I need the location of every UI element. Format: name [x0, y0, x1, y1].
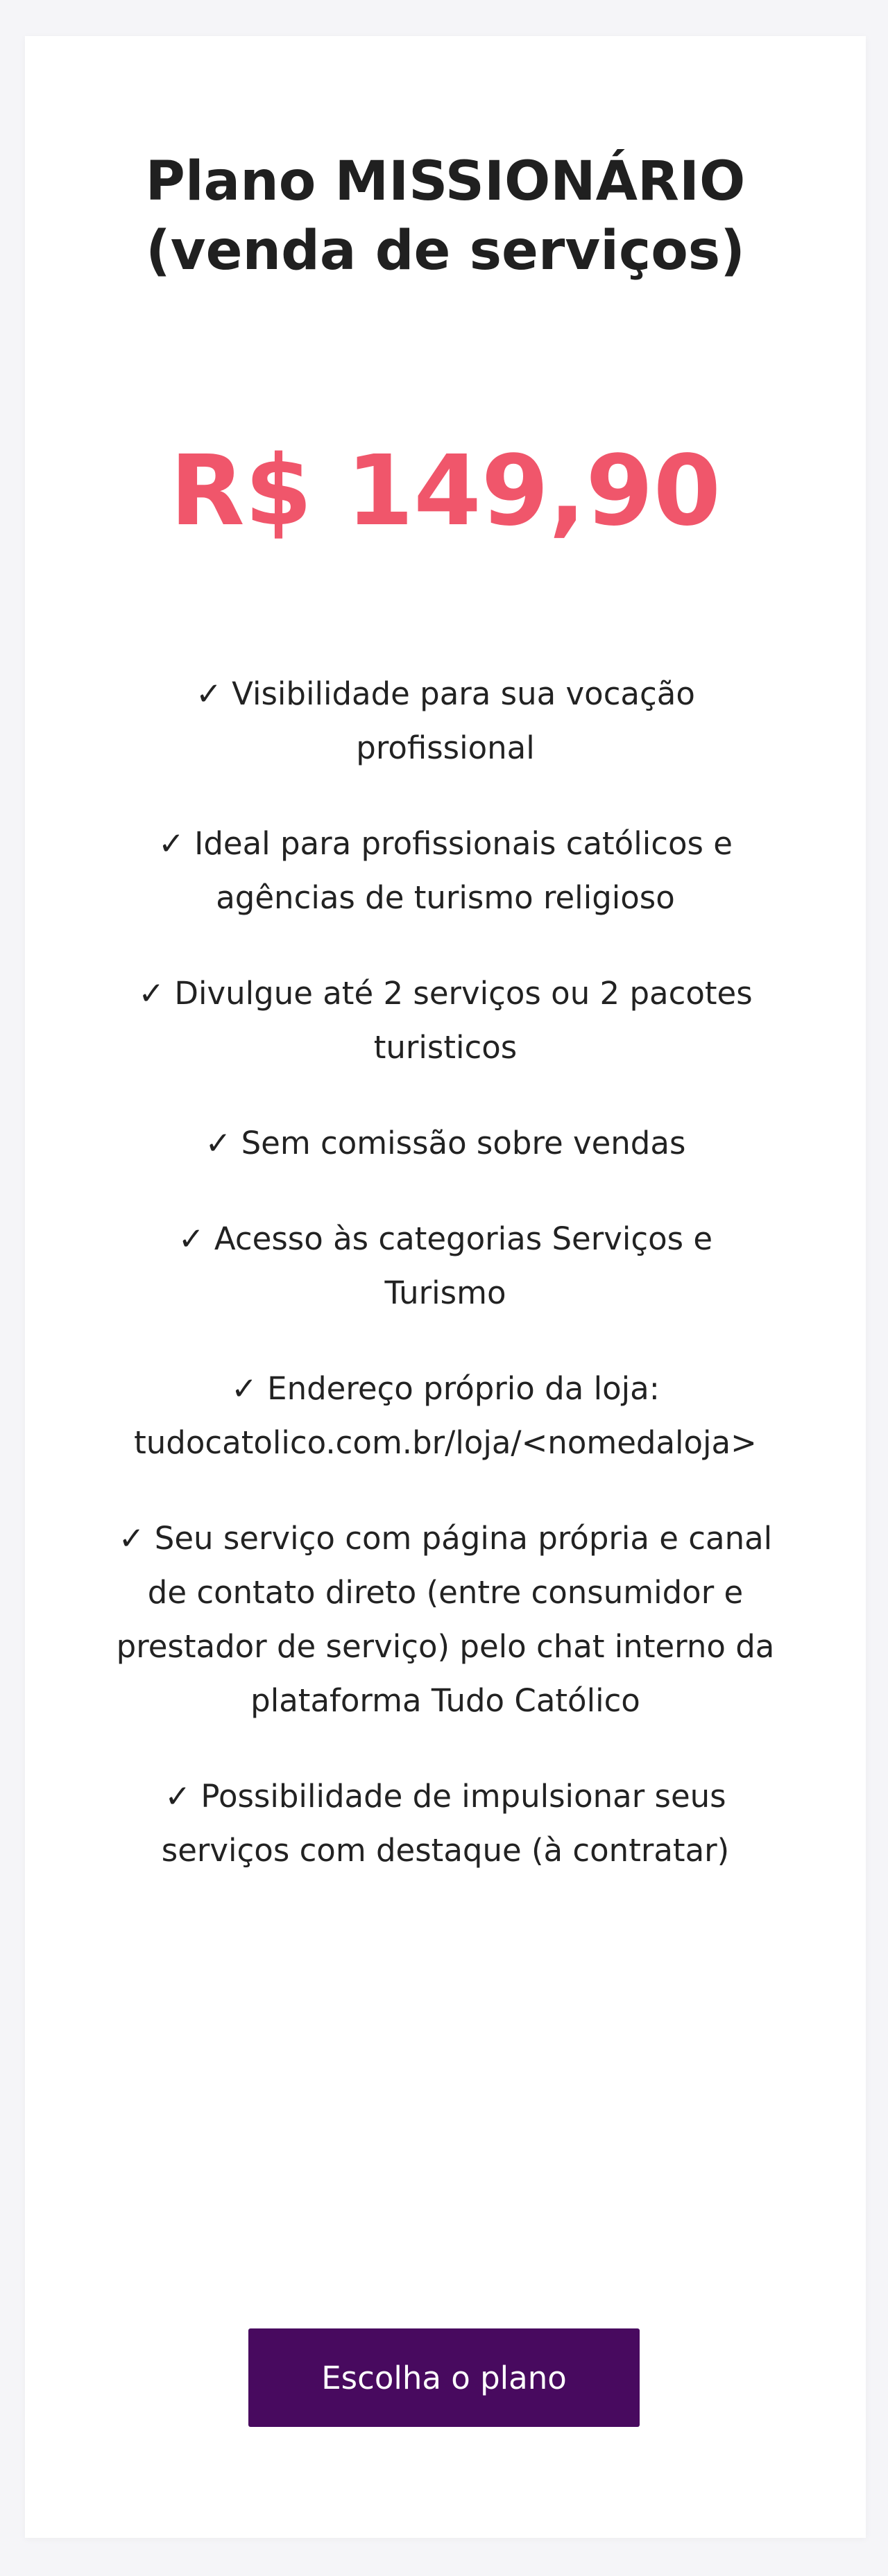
pricing-card [25, 36, 866, 2538]
choose-plan-button[interactable]: Escolha o plano [248, 2328, 640, 2427]
feature-item: ✓ Sem comissão sobre vendas [205, 1125, 686, 1161]
plan-price: R$ 149,90 [169, 435, 722, 548]
feature-item: ✓ Ideal para profissionais católicos e agências de turismo religioso [158, 825, 733, 916]
feature-item: ✓ Divulgue até 2 serviços ou 2 pacotes turisticos [138, 975, 753, 1066]
feature-list [115, 667, 776, 1919]
plan-title [25, 147, 866, 286]
feature-item: ✓ Seu serviço com página própria e canal de contato direto (entre consumidor e prestador de serviço) pelo chat interno da plataforma Tudo Católico [116, 1520, 775, 1719]
plan-title-line-2: (venda de serviços) [146, 220, 745, 282]
feature-item: ✓ Visibilidade para sua vocação profissional [196, 675, 695, 766]
feature-item: ✓ Acesso às categorias Serviços e Turismo [178, 1220, 713, 1311]
feature-item: ✓ Possibilidade de impulsionar seus serviços com destaque (à contratar) [161, 1778, 730, 1869]
plan-title-line-1: Plano MISSIONÁRIO [145, 150, 746, 213]
feature-item: ✓ Endereço próprio da loja: tudocatolico.com.br/loja/<nomedaloja> [134, 1370, 757, 1461]
